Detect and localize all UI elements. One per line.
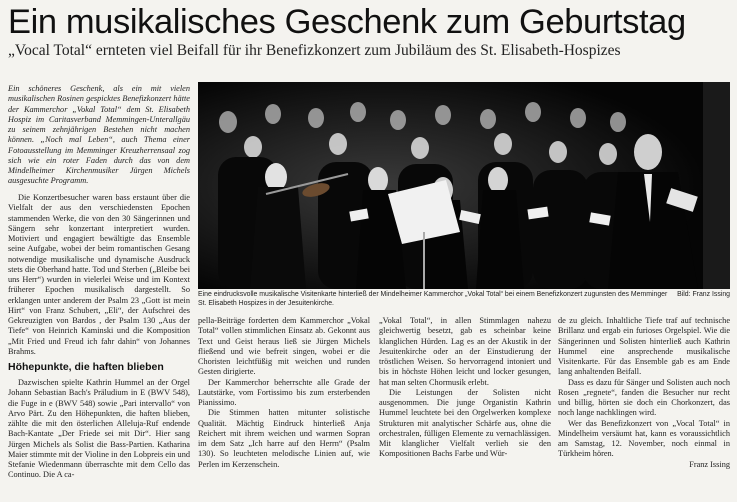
article-column-1 [8, 193, 190, 481]
caption-text: Eine eindrucksvolle musikalische Visitenkarte hinterließ der Mindelheimer Kammerchor „Vokal Total“ bei einem Benefizkonzert zugunsten des Memminger St. Elisabeth Hospizes in der Jesuitenkirche. [198, 291, 668, 307]
body-paragraph: pella-Beiträge forderten dem Kammerchor „Vokal Total“ vollen stimmlichen Einsatz ab. Gekonnt aus Text und Geist heraus ließ sie Jürgen Michels fließend und wie befreit singen, wobei er die Choristen leichtfüßig mit weichen und runden Gesten dirigierte. [198, 316, 370, 377]
body-paragraph: Die Stimmen hatten mitunter solistische Qualität. Mächtig Eindruck hinterließ Anja Reichert mit ihrem weichen und warmen Sopran im dem Satz „Ich harre auf den Herrn“ (Psalm 130). So leuchteten melodische Linien auf, wie Perlen im Kerzenschein. [198, 408, 370, 469]
choir-photo-illustration [198, 82, 730, 289]
photo-caption [198, 291, 730, 308]
concert-photo [198, 82, 730, 289]
photo-credit: Bild: Franz Issing [677, 291, 730, 298]
author-signature: Franz Issing [689, 459, 730, 469]
body-paragraph: Die Leistungen der Solisten nicht ausgenommen. Die junge Organistin Kathrin Hummel leuchtete bei den Orgelwerken komplexe Strukturen mit analytischer Schärfe aus, ohne die orchestralen, fülligen Elemente zu vernachlässigen. Mit klanglicher Vielfalt verlieh sie den Kompositionen Bachs Farbe und Wür- [379, 387, 551, 459]
intro-paragraph: Ein schöneres Geschenk, als ein mit vielen musikalischen Rosinen gespicktes Benefizkonzert hätte der Kammerchor „Vokal Total“ dem St. Elisabeth Hospiz im Caritasverband Memmingen-Unterallgäu zu seinem zehnjährigen Bestehen nicht machen können. „Noch mal Leben“, auch Thema einer Fotoausstellung im Memminger Kreuzherrensaal zog sich wie ein roter Faden durch das von dem Mindelheimer Kirchenmusiker Jürgen Michels ausgesuchte Programm. [8, 84, 190, 186]
article-column-2 [198, 316, 370, 470]
body-paragraph: „Vokal Total“, in allen Stimmlagen nahezu gleichwertig besetzt, gab es scheinbar keine klanglichen Hürden. Lag es an der Akustik in der Jesuitenkirche oder an der Einstudierung der tröstlichen Weisen. So hervorragend intoniert und bis in höchste Höhen leicht und locker gesungen, hat man selten Chormusik erlebt. [379, 316, 551, 387]
body-paragraph: Wer das Benefizkonzert von „Vocal Total“ in Mindelheim versäumt hat, kann es voraussichtlich am Samstag, 12. November, noch einmal in Türkheim hören. [558, 418, 730, 459]
body-paragraph: de zu gleich. Inhaltliche Tiefe traf auf technische Brillanz und ergab ein furioses Orgelspiel. Wie die Sängerinnen und Solisten hinterließ auch Kathrin Hummel eine ansprechende musikalische Visitenkarte. Für das Ensemble gab es am Ende lang anhaltenden Beifall. [558, 316, 730, 377]
body-paragraph: Die Konzertbesucher waren bass erstaunt über die Vielfalt der aus den verschiedensten Epochen stammenden Werke, die von den 30 Sängerinnen und Sängern sehr konzertant interpretiert wurden. Motiviert und engagiert bewältigte das Ensemble seine Aufgabe, wobei der beim romantischen Gesang notwendige musikalische und dynamische Ausdruck stets die Oberhand hatte. Tod und Sterben („Bleibe bei uns Herr“) wurden in vielerlei Weise und im Kontext früherer Epochen musikalisch dargestellt. So erklangen unter anderem der Psalm 23 „Gott ist mein Hirt“ von Franz Schubert, „Eli“, der Aufschrei des Gekreuzigten von Bardos , der Psalm 130 „Aus der Tiefe“ von Heinrich Kaminski und die Komposition „Mit Fried und Freud ich fahr dahin“ von Johannes Brahms. [8, 193, 190, 356]
body-paragraph: Dazwischen spielte Kathrin Hummel an der Orgel Johann Sebastian Bach's Präludium in E (BWV 548), die Fuge in e (BWV 548) sowie „Pari intervallo“ von Arvo Pärt. Zu den Höhepunkten, die haften blieben, zählte die mit den österlichen Alleluja-Ruf endende Bach-Kantate „Der Friede sei mit Dir“. Hier sang Jürgen Michels als Solist die Bass-Partien. Katharina Maier stimmte mit der Violine in den Lobpreis ein und Stefanie Wiedenmann überraschte mit dem Cello das Continuo. Die A ca- [8, 378, 190, 480]
subheadline: „Vocal Total“ ernteten viel Beifall für ihr Benefizkonzert zum Jubiläum des St. Elisabeth-Hospizes [8, 42, 621, 59]
article-column-3 [379, 316, 551, 460]
headline: Ein musikalisches Geschenk zum Geburtstag [8, 3, 686, 41]
body-paragraph: Der Kammerchor beherrschte alle Grade der Lautstärke, vom Fortissimo bis zum ersterbenden Pianissimo. [198, 377, 370, 407]
article-column-4 [558, 316, 730, 470]
section-subtitle: Höhepunkte, die haften blieben [8, 361, 164, 373]
body-paragraph: Dass es dazu für Sänger und Solisten auch noch Rosen „regnete“, fanden die Besucher nur recht und billig, hörten sie doch ein Chorkonzert, das noch lange nachklingen wird. [558, 377, 730, 418]
